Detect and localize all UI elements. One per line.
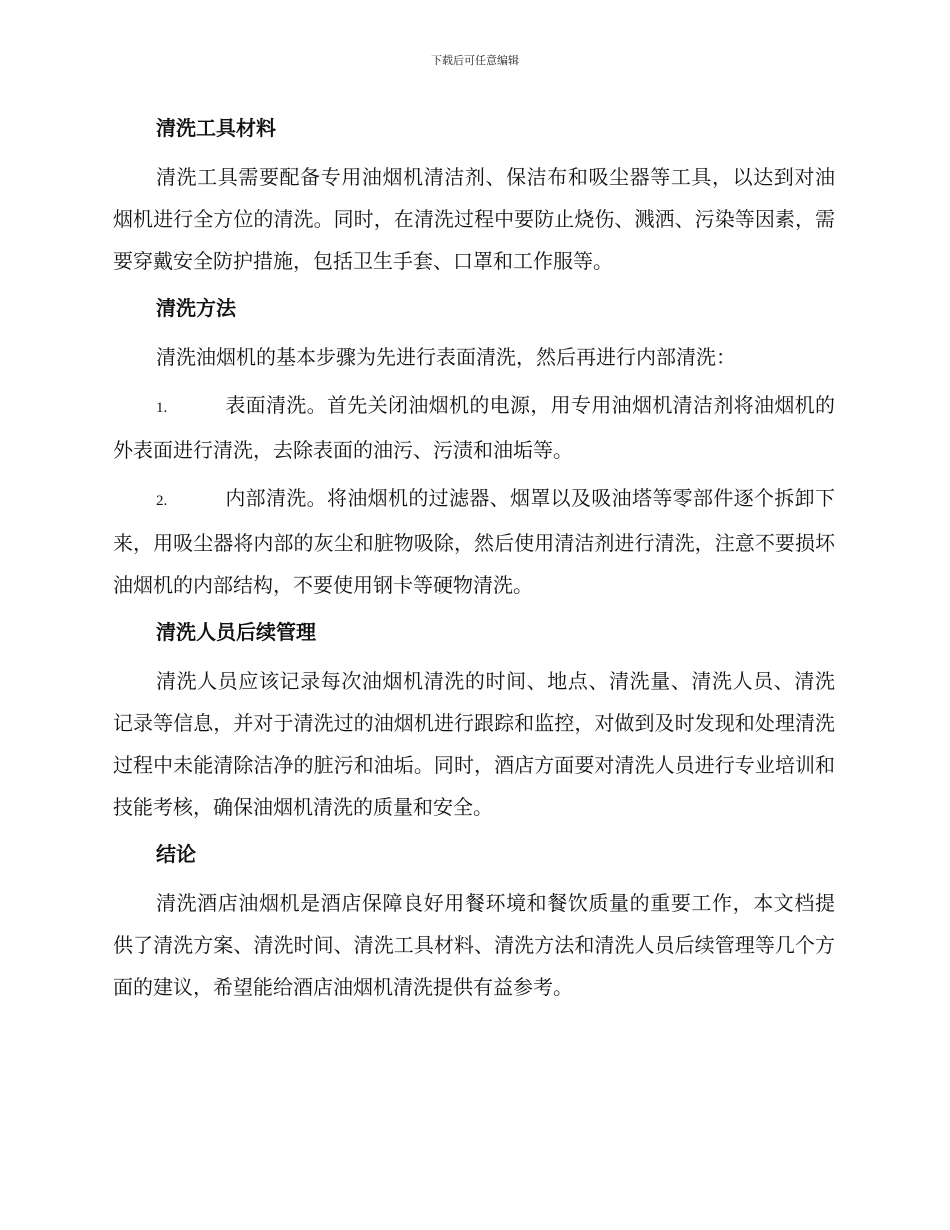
paragraph-method-intro: 清洗油烟机的基本步骤为先进行表面清洗，然后再进行内部清洗： [156,345,736,369]
section-heading-method: 清洗方法 [156,296,236,320]
list-item-text: 表面清洗。首先关闭油烟机的电源，用专用油烟机清洁剂将油烟机的外表面进行清洗，去除表面的油污、污渍和油垢等。 [113,393,835,462]
paragraph-tools: 清洗工具需要配备专用油烟机清洁剂、保洁布和吸尘器等工具，以达到对油烟机进行全方位的清洗。同时，在清洗过程中要防止烧伤、溅洒、污染等因素，需要穿戴安全防护措施，包括卫生手套、口罩和工作服等。 [113,165,835,273]
paragraph-conclusion: 清洗酒店油烟机是酒店保障良好用餐环境和餐饮质量的重要工作，本文档提供了清洗方案、清洗时间、清洗工具材料、清洗方法和清洗人员后续管理等几个方面的建议，希望能给酒店油烟机清洗提供有益参考。 [113,891,835,999]
paragraph-staff: 清洗人员应该记录每次油烟机清洗的时间、地点、清洗量、清洗人员、清洗记录等信息，并对于清洗过的油烟机进行跟踪和监控，对做到及时发现和处理清洗过程中未能清除洁净的脏污和油垢。同时，酒店方面要对清洗人员进行专业培训和技能考核，确保油烟机清洗的质量和安全。 [113,669,835,819]
section-heading-tools: 清洗工具材料 [156,116,276,140]
page-header: 下载后可任意编辑 [431,54,519,67]
list-item [113,477,835,606]
list-item-number: 2. [156,493,168,509]
list-item-text: 内部清洗。将油烟机的过滤器、烟罩以及吸油塔等零部件逐个拆卸下来，用吸尘器将内部的灰尘和脏物吸除，然后使用清洁剂进行清洗，注意不要损坏油烟机的内部结构，不要使用钢卡等硬物清洗。 [113,486,835,597]
section-heading-staff: 清洗人员后续管理 [156,620,316,644]
document-body [113,108,835,1014]
section-heading-conclusion: 结论 [156,842,196,866]
list-item-number: 1. [156,400,168,416]
list-item [113,384,835,471]
